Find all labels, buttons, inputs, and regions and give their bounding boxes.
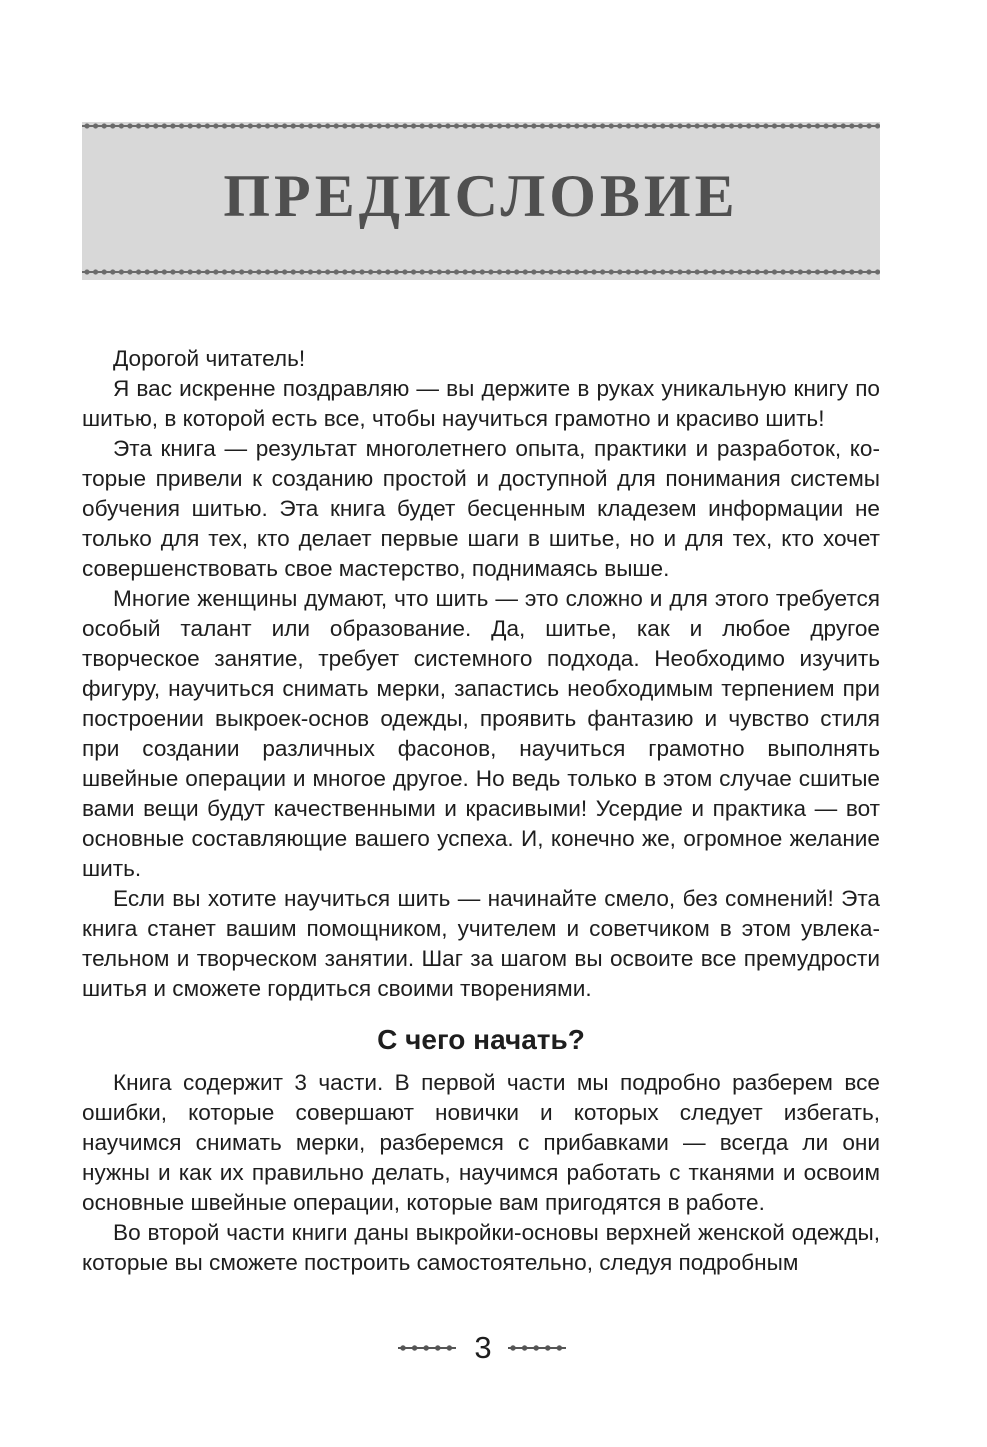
page-footer bbox=[0, 1328, 987, 1368]
paragraph: Книга содержит 3 части. В первой части мы подробно разберем все ошибки, которые совершают новички и которых следует избегать, научимся снимать мерки, разберемся с прибавками — всегда ли они нужны и как их правильно делать, научимся работать с тканями и освоим основные швейные операции, которые вам пригодятся в работе. bbox=[82, 1070, 880, 1215]
beaded-border-top bbox=[82, 121, 880, 131]
beaded-border-bottom bbox=[82, 267, 880, 277]
paragraph: Если вы хотите научиться шить — начинайте смело, без сомнений! Эта книга станет вашим помощником, учителем и советчиком в этом увлекательном и творческом занятии. Шаг за шагом вы освоите все премудрости шитья и сможете гордиться своими творениями. bbox=[82, 886, 880, 1001]
section-text bbox=[82, 1068, 880, 1278]
section-heading: С чего начать? bbox=[377, 1024, 585, 1055]
paragraph: Дорогой читатель! bbox=[113, 346, 306, 371]
page-number-ornament-right bbox=[508, 1343, 566, 1353]
paragraph: Я вас искренне поздравляю — вы держите в руках уникальную книгу по шитью, в которой есть все, чтобы научиться грамотно и красиво шить! bbox=[82, 376, 880, 431]
paragraph: Многие женщины думают, что шить — это сложно и для этого требуется особый талант или образование. Да, шитье, как и любое другое творческое занятие, требует системного подхода. Необходимо изучить фигуру, научиться снимать мерки, запастись необходимым терпением при построении выкроек-основ одежды, проявить фантазию и чувство стиля при создании различных фасонов, научиться грамотно выполнять швейные операции и многое другое. Но ведь только в этом случае сшитые вами вещи будут качественными и красивыми! Усердие и практика — вот основные составляющие вашего успеха. И, конечно же, огромное желание шить. bbox=[82, 586, 880, 881]
page-number-ornament-left bbox=[398, 1343, 456, 1353]
paragraph: Во второй части книги даны выкройки-основы верхней женской одежды, которые вы сможете построить самостоятельно, следуя подробным bbox=[82, 1220, 880, 1275]
page-number: 3 bbox=[474, 1330, 492, 1365]
paragraph: Эта книга — результат многолетнего опыта, практики и разработок, которые привели к созданию простой и доступной для понимания системы обучения шитью. Эта книга будет бесценным кладезем информации не только для тех, кто делает первые шаги в шитье, но и для тех, кто хочет совершенствовать свое мастерство, поднимаясь выше. bbox=[82, 436, 880, 581]
intro-text bbox=[82, 344, 880, 1004]
page-title: ПРЕДИСЛОВИЕ bbox=[223, 163, 739, 229]
